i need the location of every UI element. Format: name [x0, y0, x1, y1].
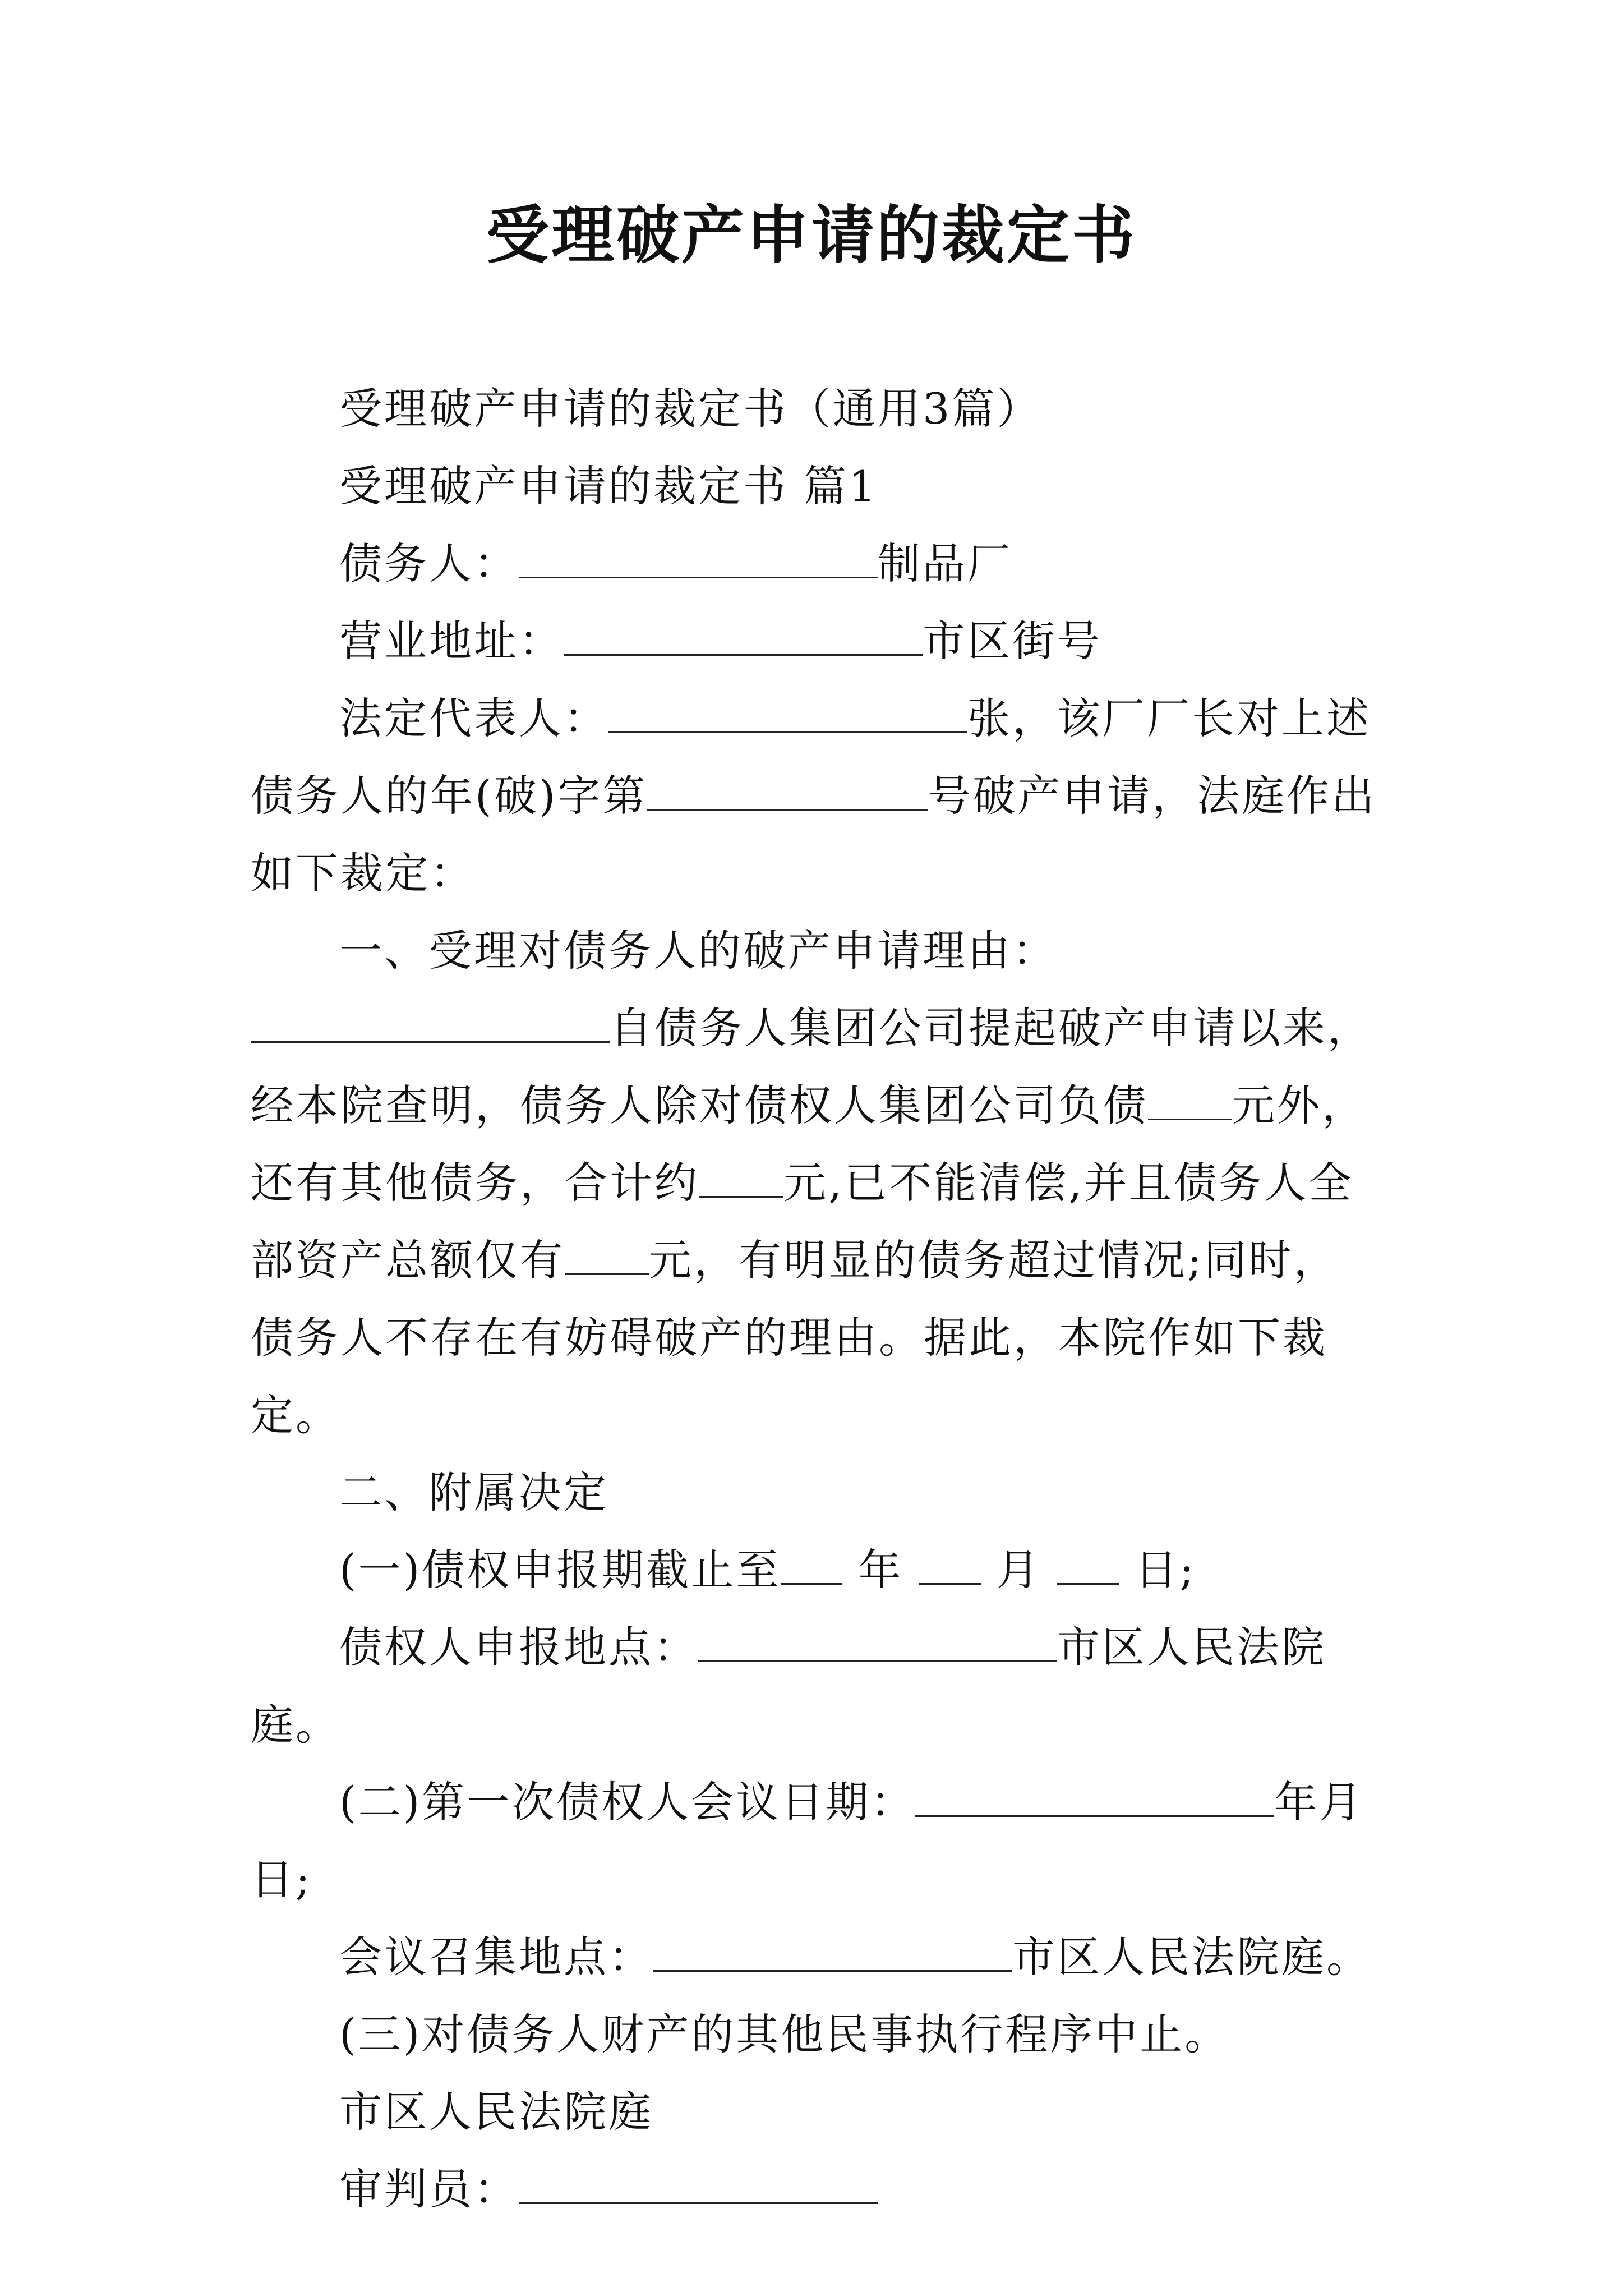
judge-blank: [519, 2169, 878, 2204]
claim-deadline-label: (一)债权申报期截止至: [339, 1545, 781, 1595]
case-number-blank: [647, 775, 928, 811]
debtor-blank: [519, 543, 878, 578]
meeting-date-label: (二)第一次债权人会议日期：: [339, 1777, 916, 1827]
meeting-location-blank: [653, 1936, 1012, 1972]
address-label: 营业地址：: [339, 616, 564, 666]
paragraph-claim-deadline: [251, 1531, 1378, 1609]
paragraph-section-heading: [251, 448, 1378, 525]
meeting-date-blank: [915, 1782, 1274, 1817]
debtor-label: 债务人：: [339, 539, 519, 588]
document-title: 受理破产申请的裁定书: [486, 199, 1137, 272]
total-debt-blank: [699, 1162, 783, 1198]
ruling-three-text: (三)对债务人财产的其他民事执行程序中止。: [339, 2009, 1230, 2059]
section-heading-text: 受理破产申请的裁定书 篇1: [339, 461, 878, 511]
paragraph-ruling-one: [251, 912, 1378, 1454]
judge-label: 审判员：: [339, 2164, 519, 2214]
ruling-two-heading: 二、附属决定: [339, 1467, 608, 1517]
paragraph-ruling-two: [251, 1454, 1378, 1531]
paragraph-address: [251, 602, 1378, 680]
debtor-suffix: 制品厂: [878, 539, 1012, 588]
address-blank: [564, 620, 923, 656]
month-label: 月: [980, 1545, 1057, 1595]
claim-location-blank: [698, 1627, 1057, 1662]
address-suffix: 市区街号: [923, 616, 1102, 666]
paragraph-meeting-location: [251, 1918, 1378, 1996]
paragraph-debtor: [251, 525, 1378, 602]
day-label: 日;: [1118, 1545, 1196, 1595]
year-blank: [781, 1549, 842, 1585]
debt-amount-blank: [1148, 1085, 1232, 1120]
reason-blank: [251, 1007, 610, 1043]
representative-label: 法定代表人：: [339, 693, 608, 743]
ruling-one-text: 自债务人集团公司提起破产申请以来，经本院查明，债务人除对债权人集团公司负债: [251, 1003, 1372, 1130]
claim-location-suffix: 市区人民法院庭。: [251, 1622, 1326, 1750]
paragraph-judge: [251, 2151, 1378, 2228]
court-name: 市区人民法院庭: [339, 2087, 653, 2137]
day-blank: [1057, 1549, 1119, 1585]
paragraph-ruling-three: [251, 1996, 1378, 2073]
ruling-one-text-2: 元外，还有其他债务，合计约: [251, 1080, 1367, 1208]
paragraph-claim-location: [251, 1609, 1378, 1764]
ruling-one-label: 一、受理对债务人的破产申请理由：: [339, 926, 1057, 976]
representative-blank: [608, 698, 967, 733]
document-body: [251, 370, 1378, 2228]
ruling-one-text-4: 元，有明显的债务超过情况;同时，债务人不存在有妨碍破产的理由。据此，本院作如下裁定。: [251, 1235, 1339, 1440]
paragraph-subtitle: [251, 370, 1378, 448]
paragraph-representative: [251, 680, 1378, 912]
meeting-location-suffix: 市区人民法院庭。: [1012, 1932, 1371, 1982]
representative-text: 张，该厂厂长对上述债务人的年(破)字第: [251, 693, 1371, 821]
year-label: 年: [842, 1545, 919, 1595]
subtitle-text: 受理破产申请的裁定书（通用3篇）: [339, 384, 1042, 434]
assets-blank: [565, 1240, 649, 1275]
paragraph-meeting-date: [251, 1764, 1378, 1918]
ruling-one-text-3: 元,已不能清偿,并且债务人全部资产总额仅有: [251, 1158, 1354, 1285]
paragraph-court: [251, 2073, 1378, 2151]
meeting-date-suffix: 年月日;: [251, 1777, 1364, 1904]
claim-location-label: 债权人申报地点：: [339, 1622, 698, 1672]
meeting-location-label: 会议召集地点：: [339, 1932, 653, 1982]
representative-text-end: 号破产申请，法庭作出如下裁定：: [251, 771, 1377, 898]
month-blank: [919, 1549, 981, 1585]
